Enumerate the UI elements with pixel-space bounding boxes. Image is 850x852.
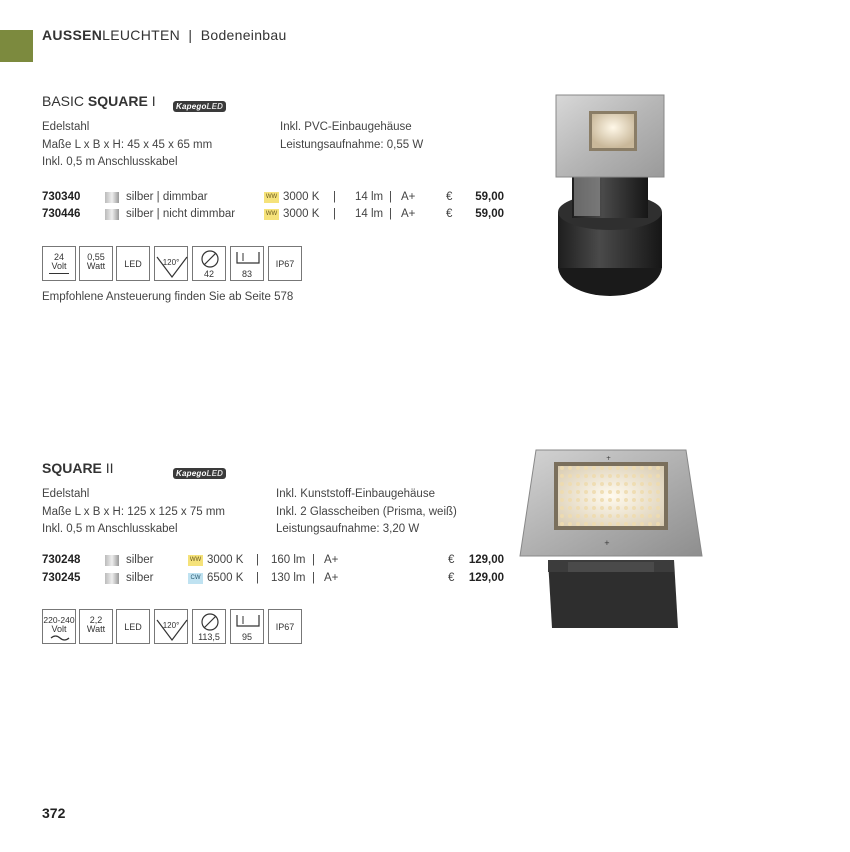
spec-line: Maße L x B x H: 125 x 125 x 75 mm [42,505,226,518]
kelvin: 3000 K [283,208,320,220]
color-temp-badge: WW [264,209,279,220]
mounting-depth-icon [230,246,264,281]
spec-line: Inkl. 2 Glasscheiben (Prisma, weiß) [276,505,457,518]
page-number: 372 [42,805,66,821]
header-category: Bodeneinbau [200,27,287,43]
spec-line: Inkl. 0,5 m Anschlusskabel [42,156,178,168]
svg-text:+: + [606,455,612,462]
svg-text:+: + [604,539,610,547]
header-rest: LEUCHTEN [102,27,181,43]
lumen: 14 lm [355,191,384,203]
product-image-square-ii [518,448,704,636]
article-number: 730248 [42,554,81,566]
watt-unit: Watt [86,261,106,271]
voltage-icon [42,609,76,644]
brand-logo: KapegoLED [173,463,226,481]
header-separator: | [188,27,193,43]
ip-value: IP67 [275,622,295,632]
kelvin: 3000 K [283,191,320,203]
product-spec-right [276,486,457,539]
watt-value: 0,55 [87,252,105,262]
wattage-icon [79,246,113,281]
beam-angle-icon [154,609,188,644]
currency: € [446,208,453,220]
spec-line: Maße L x B x H: 45 x 45 x 65 mm [42,138,213,151]
currency: € [448,572,455,584]
separator: | [256,572,259,584]
article-number: 730340 [42,191,81,203]
voltage-value: 24 [53,252,64,262]
variant-row [42,189,504,206]
led-icon [116,609,150,644]
article-number: 730245 [42,572,81,584]
separator: | [389,208,392,220]
product-spec-left [42,486,225,539]
finish-swatch [105,209,119,220]
separator: | [333,191,336,203]
finish: silber | dimmbar [126,191,208,203]
price: 129,00 [468,554,504,566]
header-bold: AUSSEN [42,27,103,43]
led-label: LED [124,622,142,632]
product-title [42,460,114,476]
price: 129,00 [468,572,504,584]
separator: | [333,208,336,220]
brand-logo: KapegoLED [173,96,226,114]
product-spec-left [42,119,212,172]
dc-symbol-icon [49,273,69,274]
voltage-icon [42,246,76,281]
spec-line: Inkl. PVC-Einbaugehäuse [280,121,412,133]
depth-value: 95 [241,632,252,642]
spec-line: Leistungsaufnahme: 0,55 W [280,138,424,151]
spec-line: Edelstahl [42,488,90,500]
separator: | [312,572,315,584]
color-temp-badge: WW [264,192,279,203]
color-temp-badge: WW [188,555,203,566]
separator: | [389,191,392,203]
product-title [42,93,156,109]
energy-class: A+ [401,208,416,220]
title-bold: SQUARE [42,460,102,476]
article-number: 730446 [42,208,81,220]
ip-value: IP67 [275,259,295,269]
finish: silber [126,554,154,566]
note: Empfohlene Ansteuerung finden Sie ab Seite 578 [42,291,294,303]
led-label: LED [124,259,142,269]
title-suffix: II [101,460,114,476]
depth-value: 83 [241,269,252,279]
currency: € [448,554,455,566]
watt-unit: Watt [86,624,106,634]
variant-row [42,206,504,223]
spec-line: Edelstahl [42,121,90,133]
beam-angle-icon [154,246,188,281]
title-suffix: I [147,93,156,109]
ip-rating-icon [268,246,302,281]
spec-line: Inkl. Kunststoff-Einbaugehäuse [276,488,435,500]
title-prefix: BASIC [42,93,88,109]
variant-row [42,552,504,569]
lumen: 160 lm [271,554,306,566]
led-icon [116,246,150,281]
energy-class: A+ [324,572,339,584]
kelvin: 3000 K [207,554,244,566]
spec-line: Inkl. 0,5 m Anschlusskabel [42,523,178,535]
separator: | [256,554,259,566]
finish: silber [126,572,154,584]
currency: € [446,191,453,203]
ip-rating-icon [268,609,302,644]
finish-swatch [105,573,119,584]
mounting-depth-icon [230,609,264,644]
lumen: 14 lm [355,208,384,220]
ac-symbol-icon [43,634,77,642]
variant-row [42,570,504,587]
spec-line: Leistungsaufnahme: 3,20 W [276,523,420,535]
diameter-value: 42 [203,269,214,279]
wattage-icon [79,609,113,644]
voltage-unit: Volt [51,261,67,271]
diameter-value: 113,5 [198,632,220,642]
color-temp-badge: CW [188,573,203,584]
lumen: 130 lm [271,572,306,584]
kelvin: 6500 K [207,572,244,584]
title-bold: SQUARE [87,93,148,109]
finish-swatch [105,192,119,203]
product-spec-right [280,119,423,154]
price: 59,00 [475,208,504,220]
section-color-tab [0,30,33,62]
finish: silber | nicht dimmbar [126,208,236,220]
beam-angle-value: 120° [162,258,180,267]
diameter-icon [192,609,226,644]
watt-value: 2,2 [89,615,103,625]
voltage-value: 220-240 [43,615,75,625]
finish-swatch [105,555,119,566]
energy-class: A+ [401,191,416,203]
diameter-icon [192,246,226,281]
product-image-basic-square [552,92,670,304]
beam-angle-value: 120° [162,621,180,630]
price: 59,00 [475,191,504,203]
voltage-unit: Volt [51,624,67,634]
section-header [42,27,287,43]
energy-class: A+ [324,554,339,566]
separator: | [312,554,315,566]
